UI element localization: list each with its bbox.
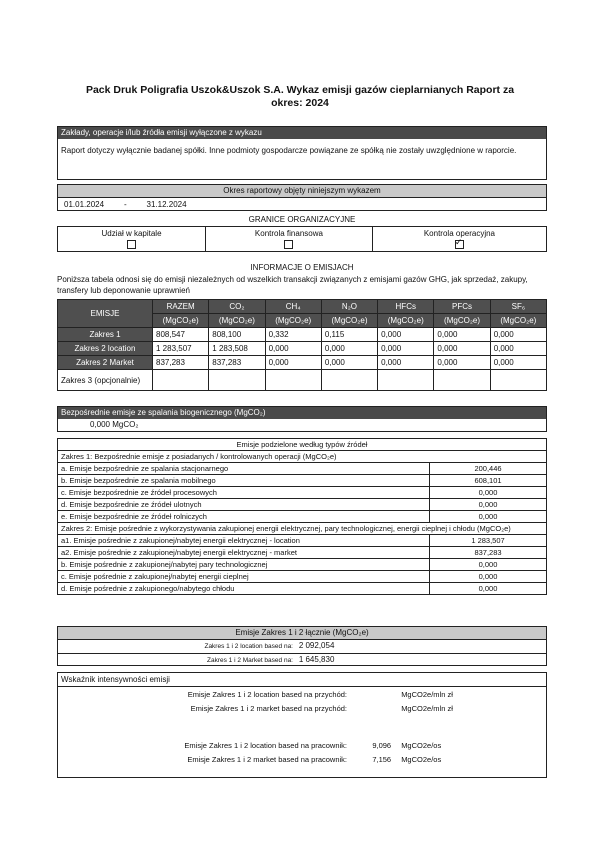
item-value: 0,000 <box>430 487 547 499</box>
table-cell: 808,100 <box>209 328 265 342</box>
list-item <box>58 475 547 487</box>
table-cell: 837,283 <box>209 356 265 370</box>
item-value: 0,000 <box>430 559 547 571</box>
period-header: Okres raportowy objęty niniejszym wykazem <box>58 185 546 198</box>
totals-row <box>58 654 546 667</box>
col-unit: (MgCO₂e) <box>490 314 546 328</box>
table-cell: 0,000 <box>265 342 321 356</box>
intensity-header: Wskaźnik intensywności emisji <box>58 673 546 687</box>
checkbox-financial[interactable] <box>284 240 293 249</box>
item-label: d. Emisje pośrednie z zakupionego/nabytego chłodu <box>58 583 430 595</box>
checkbox-capital[interactable] <box>127 240 136 249</box>
period-section <box>57 184 547 211</box>
totals-section <box>57 626 547 666</box>
table-cell: 0,000 <box>490 342 546 356</box>
intensity-row <box>57 755 547 764</box>
excluded-text: Raport dotyczy wyłącznie badanej spółki. Inne podmioty gospodarcze powiązane ze spółką nie zostały uwzględnione w raporcie. <box>61 146 517 155</box>
row-label: Zakres 2 Market <box>58 356 153 370</box>
list-item <box>58 511 547 523</box>
list-item <box>58 583 547 595</box>
row-label: Zakres 3 (opcjonalnie) <box>58 370 153 391</box>
org-option-operational <box>372 227 546 252</box>
list-item <box>58 559 547 571</box>
list-item <box>58 547 547 559</box>
col-header: SF₆ <box>490 300 546 314</box>
item-label: b. Emisje bezpośrednie ze spalania mobilnego <box>58 475 430 487</box>
item-label: e. Emisje bezpośrednie ze źródeł rolniczych <box>58 511 430 523</box>
table-cell: 808,547 <box>153 328 209 342</box>
list-item <box>58 487 547 499</box>
table-row <box>58 370 547 391</box>
col-unit: (MgCO₂e) <box>378 314 434 328</box>
scope2-header: Zakres 2: Emisje pośrednie z wykorzystywania zakupionej energii elektrycznej, pary technologicznej, energii cieplnej i chłodu (MgCO₂e) <box>58 523 547 535</box>
item-label: c. Emisje pośrednie z zakupionej/nabytej energii cieplnej <box>58 571 430 583</box>
table-cell <box>265 370 321 391</box>
item-label: c. Emisje bezpośrednie ze źródeł procesowych <box>58 487 430 499</box>
totals-header: Emisje Zakres 1 i 2 łącznie (MgCO₂e) <box>58 627 546 640</box>
totals-label: Zakres 1 i 2 Market based na: <box>207 657 293 664</box>
item-label: b. Emisje pośrednie z zakupionej/nabytej pary technologicznej <box>58 559 430 571</box>
table-cell <box>378 370 434 391</box>
list-item <box>58 499 547 511</box>
totals-value: 2 092,054 <box>298 641 335 650</box>
intensity-unit: MgCO2e/os <box>401 741 442 750</box>
period-from: 01.01.2024 <box>64 200 105 209</box>
col-header: CO₂ <box>209 300 265 314</box>
table-cell <box>321 370 377 391</box>
period-separator: - <box>123 200 127 209</box>
table-cell: 0,000 <box>378 342 434 356</box>
intensity-value: 7,156 <box>372 755 392 764</box>
table-cell: 0,115 <box>321 328 377 342</box>
list-item <box>58 463 547 475</box>
col-unit: (MgCO₂e) <box>209 314 265 328</box>
item-value: 0,000 <box>430 511 547 523</box>
col-unit: (MgCO₂e) <box>153 314 209 328</box>
item-value: 608,101 <box>430 475 547 487</box>
table-cell: 0,000 <box>434 356 490 370</box>
org-option-label: Kontrola operacyjna <box>423 229 495 238</box>
item-value: 200,446 <box>430 463 547 475</box>
totals-value: 1 645,830 <box>298 655 335 664</box>
intensity-unit: MgCO2e/mln zł <box>401 704 453 713</box>
intensity-label: Emisje Zakres 1 i 2 location based na przychód: <box>187 690 347 699</box>
intensity-label: Emisje Zakres 1 i 2 market based na pracownik: <box>187 755 347 764</box>
excluded-header: Zakłady, operacje i/lub źródła emisji wyłączone z wykazu <box>58 127 546 139</box>
item-value: 837,283 <box>430 547 547 559</box>
table-cell: 0,000 <box>321 356 377 370</box>
row-label: Zakres 1 <box>58 328 153 342</box>
page-title: Pack Druk Poligrafia Uszok&Uszok S.A. Wykaz emisji gazów cieplarnianych Raport za okres: 2024 <box>85 84 515 109</box>
period-to: 31.12.2024 <box>146 200 187 209</box>
table-cell <box>490 370 546 391</box>
col-header: CH₄ <box>265 300 321 314</box>
intensity-label: Emisje Zakres 1 i 2 market based na przychód: <box>190 704 347 713</box>
emissions-row-header: EMISJE <box>58 300 153 328</box>
org-option-capital <box>58 227 206 252</box>
item-label: a. Emisje bezpośrednie ze spalania stacjonarnego <box>58 463 430 475</box>
totals-label: Zakres 1 i 2 location based na: <box>204 643 293 650</box>
item-label: d. Emisje bezpośrednie ze źródeł ulotnych <box>58 499 430 511</box>
table-cell: 0,000 <box>378 328 434 342</box>
totals-row <box>58 640 546 654</box>
table-cell: 0,000 <box>434 328 490 342</box>
sources-header: Emisje podzielone według typów źródeł <box>58 439 547 451</box>
excluded-section <box>57 126 547 180</box>
table-cell: 1 283,508 <box>209 342 265 356</box>
biogenic-section <box>57 406 547 432</box>
biogenic-value-row <box>58 419 546 431</box>
intensity-unit: MgCO2e/mln zł <box>401 690 453 699</box>
col-unit: (MgCO₂e) <box>321 314 377 328</box>
list-item <box>58 535 547 547</box>
item-label: a1. Emisje pośrednie z zakupionej/nabytej energii elektrycznej - location <box>58 535 430 547</box>
org-header: GRANICE ORGANIZACYJNE <box>248 215 356 224</box>
table-cell: 0,000 <box>265 356 321 370</box>
table-row <box>58 328 547 342</box>
table-cell <box>153 370 209 391</box>
intensity-row <box>57 741 547 750</box>
emissions-table <box>57 299 547 391</box>
list-item <box>58 571 547 583</box>
item-value: 0,000 <box>430 571 547 583</box>
table-cell <box>434 370 490 391</box>
scope1-header: Zakres 1: Bezpośrednie emisje z posiadanych / kontrolowanych operacji (MgCO₂e) <box>58 451 547 463</box>
table-cell: 0,332 <box>265 328 321 342</box>
org-option-label: Kontrola finansowa <box>254 229 323 238</box>
org-option-financial <box>206 227 373 252</box>
table-row <box>58 342 547 356</box>
intensity-row <box>57 704 547 713</box>
table-cell: 0,000 <box>490 356 546 370</box>
biogenic-header: Bezpośrednie emisje ze spalania biogenicznego (MgCO₂) <box>58 407 546 419</box>
col-header: PFCs <box>434 300 490 314</box>
period-range <box>58 198 546 211</box>
org-option-label: Udział w kapitale <box>101 229 162 238</box>
org-options-table <box>57 226 547 252</box>
col-header: N₂O <box>321 300 377 314</box>
col-header: HFCs <box>378 300 434 314</box>
intensity-row <box>57 690 547 699</box>
checkbox-operational[interactable] <box>455 240 464 249</box>
item-label: a2. Emisje pośrednie z zakupionej/nabytej energii elektrycznej - market <box>58 547 430 559</box>
table-cell: 0,000 <box>490 328 546 342</box>
intensity-value: 9,096 <box>372 741 392 750</box>
intensity-unit: MgCO2e/os <box>401 755 442 764</box>
table-cell: 0,000 <box>321 342 377 356</box>
biogenic-value: 0,000 <box>89 420 110 429</box>
table-row <box>58 356 547 370</box>
table-cell <box>209 370 265 391</box>
col-header: RAZEM <box>153 300 209 314</box>
intensity-label: Emisje Zakres 1 i 2 location based na pracownik: <box>184 741 347 750</box>
table-cell: 837,283 <box>153 356 209 370</box>
col-unit: (MgCO₂e) <box>434 314 490 328</box>
info-text: Poniższa tabela odnosi się do emisji niezależnych od wszelkich transakcji związanych z emisjami gazów GHG, jak sprzedaż, zakupy, transfery lub deponowanie uprawnień <box>57 275 528 295</box>
table-cell: 1 283,507 <box>153 342 209 356</box>
info-header: INFORMACJE O EMISJACH <box>250 263 354 272</box>
table-cell: 0,000 <box>378 356 434 370</box>
item-value: 0,000 <box>430 499 547 511</box>
sources-table <box>57 438 547 595</box>
row-label: Zakres 2 location <box>58 342 153 356</box>
item-value: 1 283,507 <box>430 535 547 547</box>
table-cell: 0,000 <box>434 342 490 356</box>
item-value: 0,000 <box>430 583 547 595</box>
col-unit: (MgCO₂e) <box>265 314 321 328</box>
biogenic-unit: MgCO₂ <box>112 420 139 429</box>
